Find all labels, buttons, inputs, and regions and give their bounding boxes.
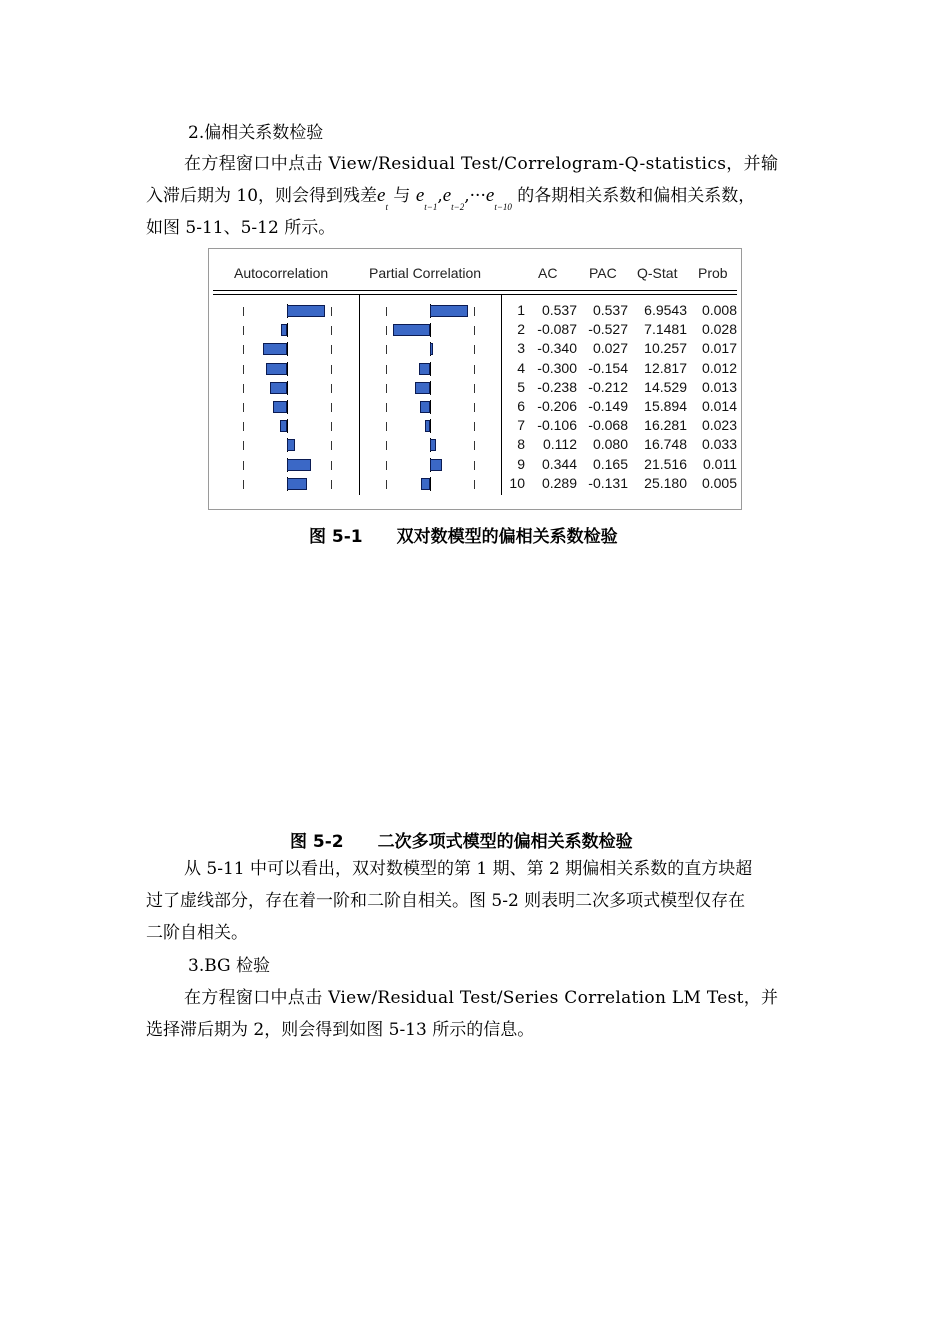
ac-bound-tick (331, 326, 332, 335)
ac-zero-axis (287, 362, 288, 376)
discussion-line-3: 二阶自相关。 (146, 923, 248, 943)
prob-value: 0.011 (703, 455, 737, 472)
ac-bound-tick (243, 441, 244, 450)
paragraph-1-line-2-end: 的各期相关系数和偏相关系数， (511, 186, 756, 206)
ac-bound-tick (243, 422, 244, 431)
pac-value: -0.527 (588, 321, 628, 338)
header-rule-top (213, 290, 737, 291)
pac-bound-tick (386, 326, 387, 335)
pac-value: 0.537 (592, 302, 628, 318)
prob-value: 0.033 (701, 436, 737, 453)
pac-zero-axis (430, 381, 431, 395)
ellipsis: ,··· (464, 186, 486, 206)
ac-zero-axis (287, 342, 288, 356)
q-stat-value: 6.9543 (644, 302, 687, 318)
ac-zero-axis (287, 419, 288, 433)
pac-bound-tick (474, 384, 475, 393)
pac-bound-tick (386, 480, 387, 489)
q-stat-value: 12.817 (644, 359, 687, 376)
section-3-line-2: 选择滞后期为 2，则会得到如图 5-13 所示的信息。 (146, 1020, 535, 1040)
ac-bound-tick (331, 384, 332, 393)
ac-bound-tick (243, 480, 244, 489)
discussion-line-1: 从 5-11 中可以看出，双对数模型的第 1 期、第 2 期偏相关系数的直方块超 (184, 859, 753, 879)
pac-value: 0.080 (592, 436, 628, 453)
prob-value: 0.028 (701, 321, 737, 338)
ac-bound-tick (243, 384, 244, 393)
pac-bar (393, 324, 430, 336)
ac-bound-tick (243, 403, 244, 412)
ac-bound-tick (243, 345, 244, 354)
pac-bar (430, 305, 468, 317)
ac-bound-tick (243, 307, 244, 316)
pac-bar (425, 420, 430, 432)
pac-bar (421, 478, 430, 490)
ac-bar (287, 478, 307, 490)
ac-value: -0.340 (537, 340, 577, 357)
pac-zero-axis (430, 323, 431, 337)
prob-value: 0.023 (701, 417, 737, 434)
ac-bound-tick (331, 307, 332, 316)
pac-bound-tick (386, 441, 387, 450)
pac-bound-tick (474, 461, 475, 470)
header-partial-correlation: Partial Correlation (369, 265, 482, 281)
pac-bound-tick (474, 307, 475, 316)
subscript-t-2: t−2 (451, 202, 465, 212)
subscript-t-1: t−1 (424, 202, 438, 212)
ac-bar (270, 382, 287, 394)
q-stat-value: 25.180 (644, 474, 687, 491)
ac-bar (281, 324, 287, 336)
header-rule-bottom (213, 294, 737, 295)
pac-value: -0.068 (588, 417, 628, 434)
lag-number: 8 (517, 436, 525, 453)
subscript-t: t (385, 202, 388, 212)
section-3-heading: 3.BG 检验 (188, 956, 271, 976)
header-pac: PAC (589, 265, 617, 281)
pac-bound-tick (474, 365, 475, 374)
residual-e-t: e (377, 185, 386, 206)
prob-value: 0.012 (701, 359, 737, 376)
pac-bound-tick (474, 326, 475, 335)
ac-value: 0.344 (541, 455, 577, 472)
lag-number: 2 (517, 321, 525, 338)
paragraph-1-line-1: 在方程窗口中点击 View/Residual Test/Correlogram-Q-statistics，并输 (184, 154, 779, 174)
lag-number: 7 (517, 417, 525, 434)
q-stat-value: 15.894 (644, 398, 687, 414)
figure-5-1-label: 图 5-1 (309, 527, 363, 547)
ac-bar (287, 305, 325, 317)
residual-e-t-1: e (415, 185, 425, 206)
lag-number: 4 (517, 359, 525, 376)
ac-bound-tick (331, 345, 332, 354)
column-divider-ac-pac (359, 295, 360, 495)
pac-bound-tick (474, 345, 475, 354)
ac-zero-axis (287, 323, 288, 337)
figure-5-2-label: 图 5-2 (290, 832, 344, 852)
ac-bound-tick (331, 422, 332, 431)
pac-value: -0.154 (588, 359, 628, 376)
ac-bar (287, 439, 295, 451)
pac-bound-tick (386, 307, 387, 316)
prob-value: 0.013 (701, 378, 737, 395)
q-stat-value: 16.281 (644, 417, 687, 434)
q-stat-value: 16.748 (644, 436, 687, 453)
paragraph-1-line-2 (146, 184, 755, 210)
pac-bound-tick (386, 403, 387, 412)
pac-bound-tick (386, 461, 387, 470)
ac-bar (263, 343, 287, 355)
pac-bar (420, 401, 430, 413)
ac-bound-tick (331, 403, 332, 412)
residual-e-t-10: e (485, 185, 495, 206)
header-q-stat: Q-Stat (637, 265, 678, 281)
residual-e-t-2: e (442, 185, 452, 206)
lag-number: 5 (517, 378, 525, 395)
pac-value: -0.131 (588, 474, 628, 491)
ac-zero-axis (287, 381, 288, 395)
ac-bar (280, 420, 287, 432)
ac-value: 0.112 (543, 436, 577, 453)
ac-value: -0.106 (537, 417, 577, 434)
pac-zero-axis (430, 477, 431, 491)
discussion-line-2: 过了虚线部分，存在着一阶和二阶自相关。图 5-2 则表明二次多项式模型仅存在 (146, 891, 746, 911)
figure-5-1-title: 双对数模型的偏相关系数检验 (396, 527, 618, 547)
ac-bar (266, 363, 287, 375)
figure-5-1-caption (309, 522, 618, 547)
pac-bar (430, 343, 433, 355)
prob-value: 0.005 (701, 474, 737, 491)
ac-bound-tick (331, 441, 332, 450)
comma: , (437, 186, 443, 206)
header-autocorrelation: Autocorrelation (234, 265, 329, 281)
header-ac: AC (538, 265, 558, 281)
lag-number: 1 (517, 302, 525, 318)
pac-bar (415, 382, 430, 394)
conjunction-yu: 与 (388, 186, 416, 206)
pac-bound-tick (474, 403, 475, 412)
figure-5-2-caption (290, 827, 633, 852)
ac-bound-tick (331, 480, 332, 489)
pac-value: 0.165 (592, 455, 628, 472)
prob-value: 0.014 (701, 398, 737, 414)
q-stat-value: 7.1481 (644, 321, 687, 338)
pac-zero-axis (430, 419, 431, 433)
pac-value: -0.149 (588, 398, 628, 414)
pac-bar (430, 459, 442, 471)
pac-bound-tick (474, 441, 475, 450)
pac-bar (419, 363, 430, 375)
section-3-line-1: 在方程窗口中点击 View/Residual Test/Series Correlation LM Test，并 (184, 988, 779, 1008)
q-stat-value: 10.257 (644, 340, 687, 357)
lag-number: 6 (517, 398, 525, 414)
prob-value: 0.017 (701, 340, 737, 357)
prob-value: 0.008 (701, 302, 737, 318)
section-2-heading: 2.偏相关系数检验 (188, 123, 324, 143)
pac-bar (430, 439, 436, 451)
ac-value: -0.300 (537, 359, 577, 376)
header-prob: Prob (698, 265, 728, 281)
correlogram-figure (208, 248, 742, 510)
pac-bound-tick (386, 422, 387, 431)
lag-number: 3 (517, 340, 525, 357)
pac-bound-tick (386, 365, 387, 374)
q-stat-value: 14.529 (644, 378, 687, 395)
subscript-t-10: t−10 (494, 202, 512, 212)
lag-number: 9 (517, 455, 525, 472)
paragraph-1-line-2-start: 入滞后期为 10，则会得到残差 (146, 186, 378, 206)
lag-number: 10 (509, 474, 525, 491)
q-stat-value: 21.516 (644, 455, 687, 472)
ac-zero-axis (287, 400, 288, 414)
pac-bound-tick (386, 384, 387, 393)
pac-bound-tick (474, 480, 475, 489)
ac-value: 0.289 (541, 474, 577, 491)
pac-value: -0.212 (588, 378, 628, 395)
pac-value: 0.027 (592, 340, 628, 357)
pac-bound-tick (386, 345, 387, 354)
pac-zero-axis (430, 362, 431, 376)
ac-bound-tick (331, 365, 332, 374)
ac-value: -0.238 (537, 378, 577, 395)
pac-zero-axis (430, 400, 431, 414)
ac-value: 0.537 (541, 302, 577, 318)
ac-bound-tick (331, 461, 332, 470)
figure-5-2-title: 二次多项式模型的偏相关系数检验 (377, 832, 633, 852)
ac-value: -0.087 (537, 321, 577, 338)
ac-value: -0.206 (537, 398, 577, 414)
ac-bar (273, 401, 287, 413)
pac-bound-tick (474, 422, 475, 431)
ac-bar (287, 459, 311, 471)
ac-bound-tick (243, 365, 244, 374)
paragraph-1-line-3: 如图 5-11、5-12 所示。 (146, 218, 336, 238)
ac-bound-tick (243, 461, 244, 470)
ac-bound-tick (243, 326, 244, 335)
